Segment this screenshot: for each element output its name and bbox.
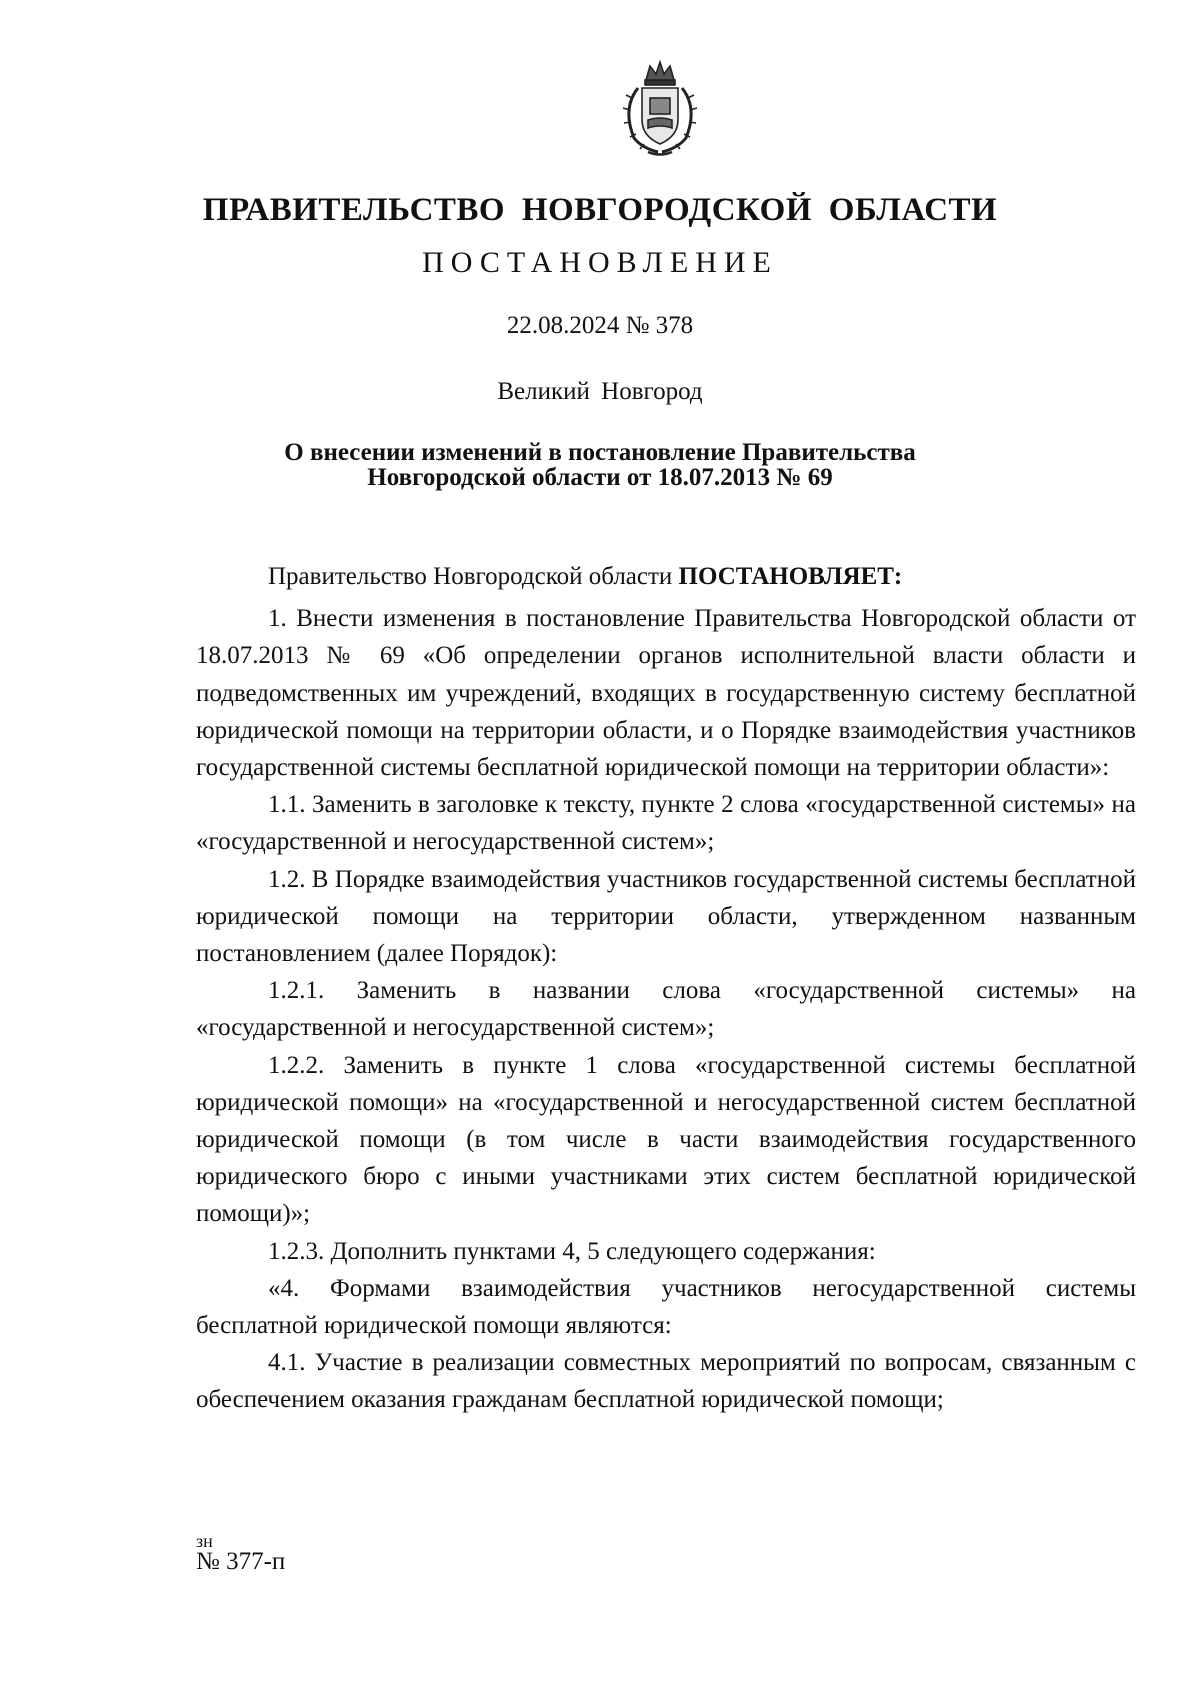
paragraph-4-1: 4.1. Участие в реализации совместных мероприятий по вопросам, связанным с обеспечением оказания гражданам бесплатной юридической помощи; (196, 1349, 1136, 1414)
paragraph-1-1: 1.1. Заменить в заголовке к тексту, пункте 2 слова «государственной системы» на «государственной и негосударственной систем»; (196, 791, 1136, 856)
footer-code: зн (196, 1531, 213, 1551)
preamble-text: Правительство Новгородской области (268, 563, 679, 590)
organization-title: ПРАВИТЕЛЬСТВО НОВГОРОДСКОЙ ОБЛАСТИ (202, 192, 998, 228)
paragraph-1-2-3: 1.2.3. Дополнить пунктами 4, 5 следующего содержания: (268, 1237, 876, 1265)
document-date-number: 22.08.2024 № 378 (506, 312, 694, 339)
preamble-resolves: ПОСТАНОВЛЯЕТ: (678, 563, 903, 590)
paragraph-1: 1. Внести изменения в постановление Правительства Новгородской области от 18.07.2013 № 69 «Об определении органов исполнительной власти области и подведомственных им учреждений, входящих в государственную систему бесплатной юридической помощи на территории области, и о Порядке взаимодействия участников государственной системы бесплатной юридической помощи на территории области»: (196, 605, 1136, 782)
document-subject (0, 440, 1200, 490)
paragraph-4: «4. Формами взаимодействия участников негосударственной системы бесплатной юридической помощи являются: (196, 1274, 1136, 1340)
subject-line-2: Новгородской области от 18.07.2013 № 69 (367, 464, 833, 491)
paragraph-1-2-1: 1.2.1. Заменить в названии слова «государственной системы» на «государственной и негосударственной систем»; (196, 977, 1136, 1042)
novgorod-coat-of-arms-icon (612, 58, 708, 158)
document-body (196, 558, 1136, 1419)
subject-line-1: О внесении изменений в постановление Правительства (284, 439, 916, 466)
footer-number: № 377-п (196, 1548, 286, 1575)
document-type: ПОСТАНОВЛЕНИЕ (422, 246, 778, 279)
document-place: Великий Новгород (497, 378, 703, 405)
paragraph-1-2-2: 1.2.2. Заменить в пункте 1 слова «государственной системы бесплатной юридической помощи» на «государственной и негосударственной систем бесплатной юридической помощи (в том числе в части взаимодействия государственного юридического бюро с иными участниками этих систем бесплатной юридической помощи)»; (196, 1051, 1136, 1228)
paragraph-1-2: 1.2. В Порядке взаимодействия участников государственной системы бесплатной юридической помощи на территории области, утвержденном названным постановлением (далее Порядок): (196, 865, 1136, 968)
preamble (196, 558, 1136, 595)
